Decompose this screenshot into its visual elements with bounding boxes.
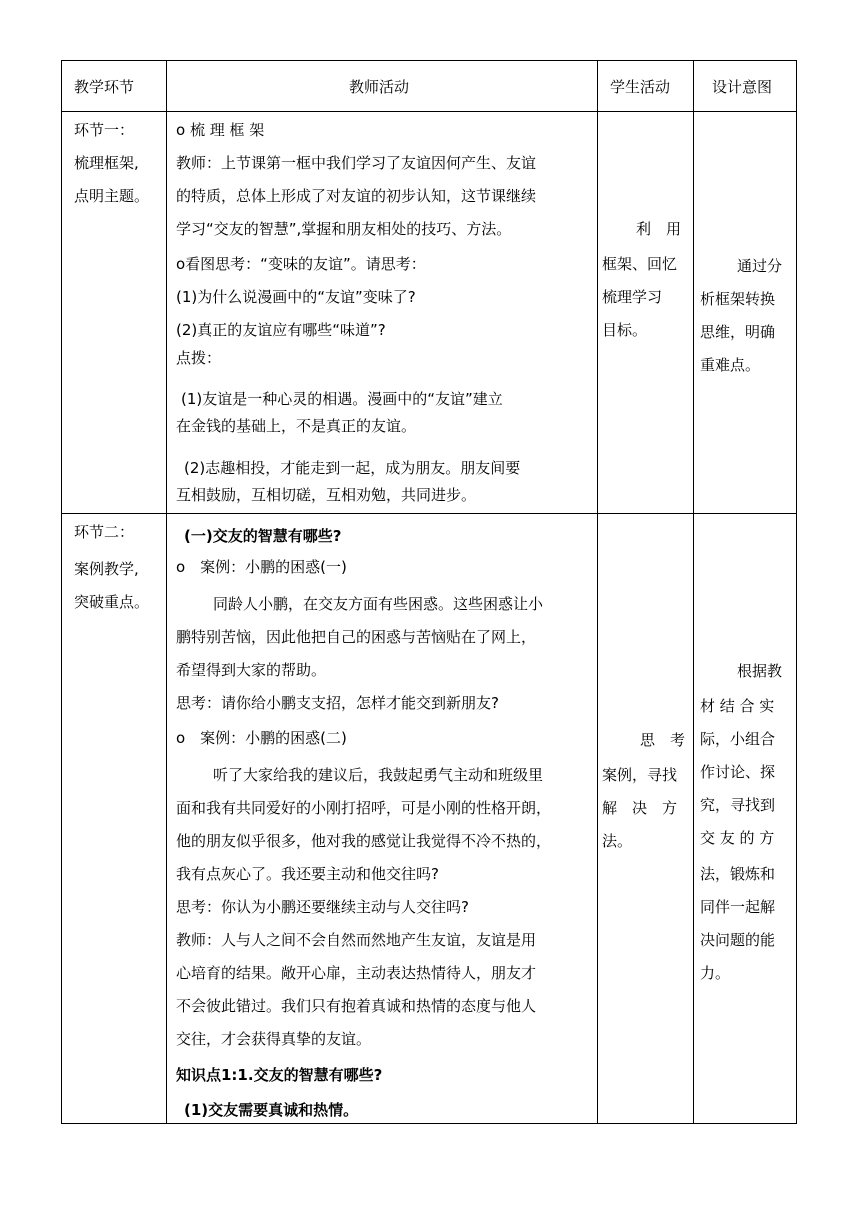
row1-teacher-line: 点拨：: [176, 349, 222, 367]
row1-stage-line: 环节一：: [74, 121, 135, 139]
row2-section-heading: (一)交友的智慧有哪些?: [184, 527, 342, 545]
row2-student-line: 法。: [602, 832, 633, 850]
row1-teacher-line: o 梳 理 框 架: [176, 121, 265, 139]
row1-teacher-line: (1)为什么说漫画中的“友谊”变味了?: [176, 288, 416, 306]
row1-teacher-line: (2)志趣相投，才能走到一起，成为朋友。朋友间要: [184, 459, 521, 477]
row2-teacher-line: 他的朋友似乎很多，他对我的感觉让我觉得不冷不热的，: [176, 832, 552, 850]
row2-design-line: 究，寻找到: [700, 796, 776, 814]
row1-design-line: 析框架转换: [700, 290, 776, 308]
row2-design-line: 际，小组合: [700, 730, 776, 748]
knowledge-point-item: (1)交友需要真诚和热情。: [184, 1101, 359, 1119]
table-border-right: [796, 60, 797, 1124]
header-stage: 教学环节: [74, 78, 135, 96]
row2-teacher-line: 交往，才会获得真挚的友谊。: [176, 1030, 372, 1048]
row2-teacher-line: 希望得到大家的帮助。: [176, 661, 327, 679]
row2-teacher-line: 不会彼此错过。我们只有抱着真诚和热情的态度与他人: [176, 997, 537, 1015]
row1-teacher-line: 互相鼓励，互相切磋，互相劝勉，共同进步。: [176, 486, 477, 504]
row2-student-line: 解 决 方: [602, 799, 678, 817]
row2-student-line: 案例，寻找: [602, 766, 678, 784]
column-divider-1: [166, 60, 167, 1124]
row1-teacher-line: (1)友谊是一种心灵的相遇。漫画中的“友谊”建立: [181, 390, 503, 408]
row2-design-line: 材 结 合 实: [700, 697, 775, 715]
row2-stage-line: 环节二：: [74, 523, 135, 541]
row2-design-line: 力。: [700, 964, 731, 982]
row1-student-line: 梳理学习: [602, 288, 663, 306]
table-border-top: [61, 60, 796, 61]
row1-teacher-line: (2)真正的友谊应有哪些“味道”?: [176, 321, 386, 339]
row2-teacher-line: 思考：你认为小鹏还要继续主动与人交往吗?: [176, 898, 469, 916]
row1-design-line: 重难点。: [700, 356, 761, 374]
row2-teacher-line: 面和我有共同爱好的小刚打招呼，可是小刚的性格开朗，: [176, 799, 552, 817]
row2-teacher-line: o 案例：小鹏的困惑(一): [176, 558, 347, 576]
row1-teacher-line: o看图思考：“变味的友谊”。请思考：: [176, 255, 426, 273]
row2-teacher-line: 听了大家给我的建议后，我鼓起勇气主动和班级里: [213, 766, 544, 784]
row1-teacher-line: 的特质，总体上形成了对友谊的初步认知，这节课继续: [176, 187, 537, 205]
row1-student-line: 框架、回忆: [602, 255, 678, 273]
row1-design-line: 思维，明确: [700, 323, 776, 341]
row2-teacher-line: 心培育的结果。敞开心扉，主动表达热情待人，朋友才: [176, 964, 537, 982]
row2-design-line: 决问题的能: [700, 931, 776, 949]
row2-stage-line: 案例教学,: [74, 560, 139, 578]
row2-design-line: 同伴一起解: [700, 898, 776, 916]
row-divider: [61, 513, 796, 514]
row2-design-line: 根据教: [737, 662, 783, 680]
header-design: 设计意图: [712, 78, 773, 96]
knowledge-point: 知识点1:1.交友的智慧有哪些?: [176, 1066, 383, 1084]
row2-design-line: 交 友 的 方: [700, 829, 775, 847]
row1-student-line: 利 用: [636, 220, 682, 238]
row2-teacher-line: 教师：人与人之间不会自然而然地产生友谊，友谊是用: [176, 931, 537, 949]
row2-teacher-line: 我有点灰心了。我还要主动和他交往吗?: [176, 865, 439, 883]
header-divider: [61, 111, 796, 112]
table-border-left: [61, 60, 62, 1124]
row2-design-line: 法，锻炼和: [700, 865, 776, 883]
column-divider-3: [693, 60, 694, 1124]
row1-teacher-line: 教师：上节课第一框中我们学习了友谊因何产生、友谊: [176, 154, 537, 172]
row2-teacher-line: 鹏特别苦恼，因此他把自己的困惑与苦恼贴在了网上，: [176, 628, 537, 646]
header-teacher: 教师活动: [349, 78, 410, 96]
row1-stage-line: 点明主题。: [74, 187, 150, 205]
table-border-bottom: [61, 1123, 796, 1124]
header-student: 学生活动: [610, 78, 671, 96]
row1-teacher-line: 在金钱的基础上，不是真正的友谊。: [176, 417, 417, 435]
row2-stage-line: 突破重点。: [74, 593, 150, 611]
row1-student-line: 目标。: [602, 321, 648, 339]
row1-design-line: 通过分: [737, 257, 783, 275]
row2-teacher-line: 思考：请你给小鹏支支招，怎样才能交到新朋友?: [176, 694, 499, 712]
row2-student-line: 思 考: [640, 731, 686, 749]
row1-stage-line: 梳理框架,: [74, 154, 139, 172]
row2-teacher-line: 同龄人小鹏，在交友方面有些困惑。这些困惑让小: [213, 595, 544, 613]
row1-teacher-line: 学习“交友的智慧”,掌握和朋友相处的技巧、方法。: [176, 220, 512, 238]
row2-design-line: 作讨论、探: [700, 763, 776, 781]
row2-teacher-line: o 案例：小鹏的困惑(二): [176, 729, 347, 747]
column-divider-2: [597, 60, 598, 1124]
